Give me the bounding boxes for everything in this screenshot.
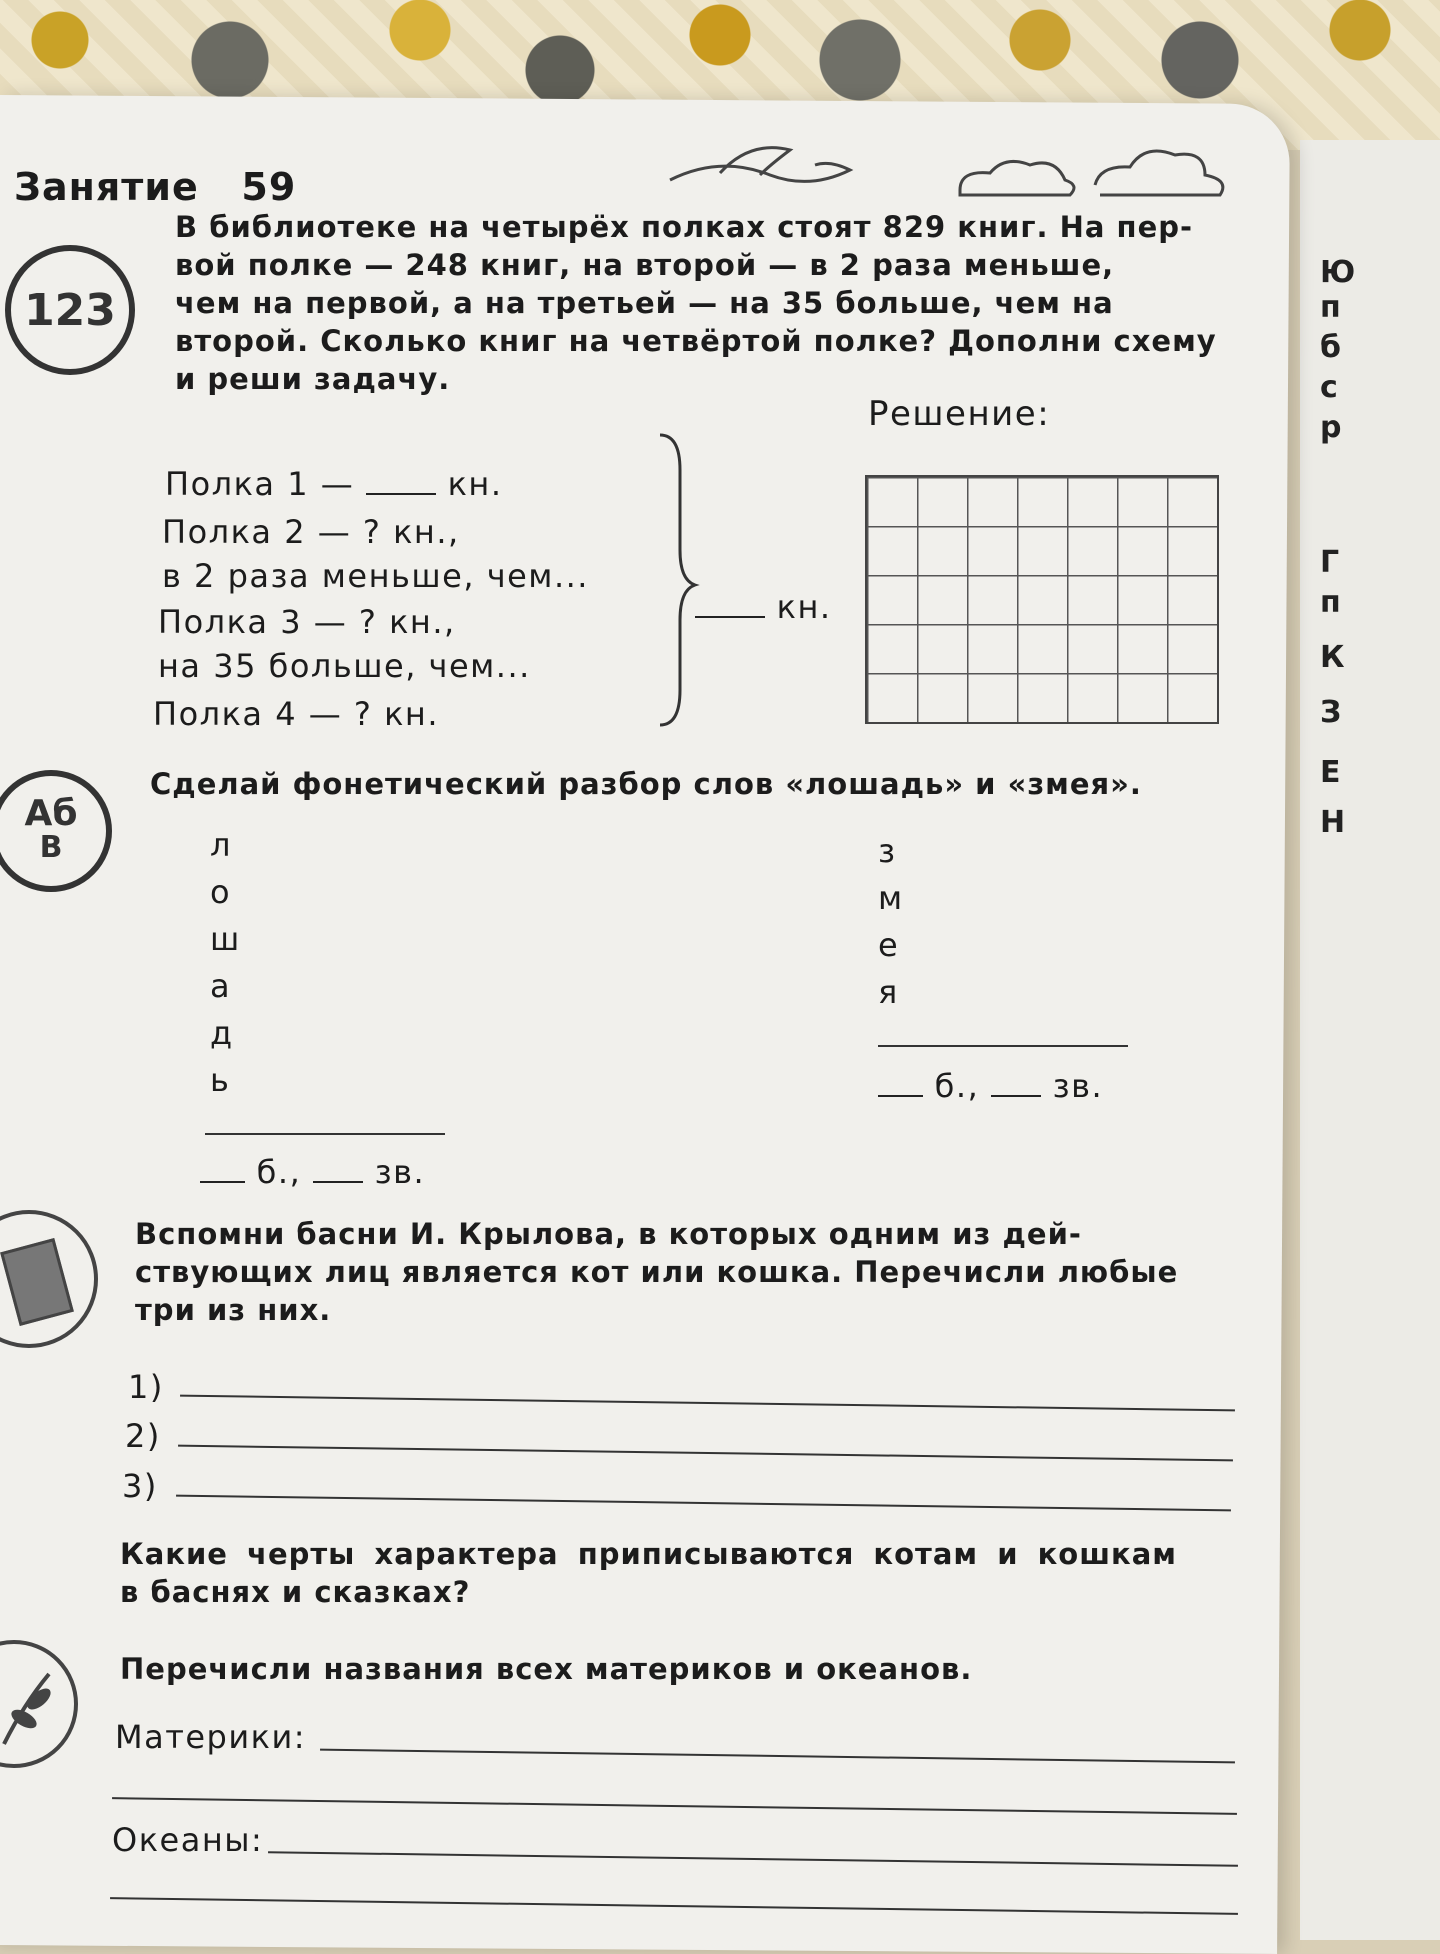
word2-sounds-blank[interactable] [991,1067,1041,1097]
letter: ш [210,920,240,958]
task1-line: и реши задачу. [175,362,451,396]
letter: ь [210,1061,229,1099]
word2-letters-blank[interactable] [878,1067,923,1097]
task-number-badge: 123 [5,245,135,375]
answer-3-label: 3) [122,1467,158,1505]
task4-line: Какие черты характера приписываются котам и кошкам [120,1537,1177,1571]
next-page-letter: б [1320,330,1341,365]
task5-prompt: Перечисли названия всех материков и океанов. [120,1652,973,1686]
letter: д [210,1014,233,1052]
task1-text [175,208,1225,398]
bird-and-clouds-illustration [660,135,1240,210]
oceans-label: Океаны: [112,1821,264,1859]
next-page-letter: Г [1320,545,1340,580]
letter: я [878,973,898,1011]
letter: о [210,873,230,911]
scheme-shelf2: Полка 2 — ? кн., в 2 раза меньше, чем... [162,513,589,595]
next-page-letter: Е [1320,755,1341,790]
continents-label: Материки: [115,1718,307,1756]
task3-line: три из них. [135,1293,332,1327]
next-page-edge [1300,140,1440,1940]
task3-line: Вспомни басни И. Крылова, в которых одним из дей- [135,1217,1082,1251]
word1-letters [210,822,239,1104]
task1-line: В библиотеке на четырёх полках стоят 829 книг. На пер- [175,210,1194,244]
word1-letters-blank[interactable] [200,1153,245,1183]
shelf1-answer-blank[interactable] [366,465,436,495]
total-answer-blank[interactable] [695,588,765,618]
task4-line: в баснях и сказках? [120,1575,471,1609]
task4-text [120,1535,1240,1611]
solution-grid[interactable] [865,475,1219,724]
scheme-shelf4: Полка 4 — ? кн. [153,695,439,733]
letter: з [878,832,896,870]
scheme-shelf1: Полка 1 — кн. [165,465,503,503]
phonetics-badge: Аб В [0,770,112,892]
word2-count: б., зв. [878,1064,1103,1108]
word2-divider-line [878,1045,1128,1047]
next-page-letter: Ю [1320,255,1356,290]
leaf-icon [0,1640,78,1768]
next-page-letter: п [1320,585,1341,620]
letter: м [878,879,903,917]
next-page-letter: З [1320,695,1342,730]
lesson-heading: Занятие 59 [14,165,297,209]
scheme-total: кн. [695,585,832,629]
task2-prompt: Сделай фонетический разбор слов «лошадь» и «змея». [150,767,1142,801]
next-page-letter: р [1320,410,1342,445]
scheme-shelf3: Полка 3 — ? кн., на 35 больше, чем... [158,603,531,685]
curly-brace [650,430,710,730]
task1-line: вой полке — 248 книг, на второй — в 2 раза меньше, [175,248,1115,282]
answer-1-label: 1) [128,1368,164,1406]
letter: л [210,826,231,864]
task1-line: чем на первой, а на третьей — на 35 больше, чем на [175,286,1114,320]
next-page-letter: К [1320,640,1345,675]
word1-divider-line [205,1133,445,1135]
next-page-letter: п [1320,290,1341,325]
next-page-letter: с [1320,370,1338,405]
word1-sounds-blank[interactable] [313,1153,363,1183]
word2-letters [878,828,902,1016]
task3-text [135,1215,1235,1329]
task1-line: второй. Сколько книг на четвёртой полке? Дополни схему [175,324,1217,358]
letter: е [878,926,898,964]
next-page-letter: Н [1320,805,1346,840]
solution-label: Решение: [868,394,1051,434]
word1-count: б., зв. [200,1150,425,1194]
task3-line: ствующих лиц является кот или кошка. Перечисли любые [135,1255,1179,1289]
answer-2-label: 2) [125,1417,161,1455]
letter: а [210,967,230,1005]
